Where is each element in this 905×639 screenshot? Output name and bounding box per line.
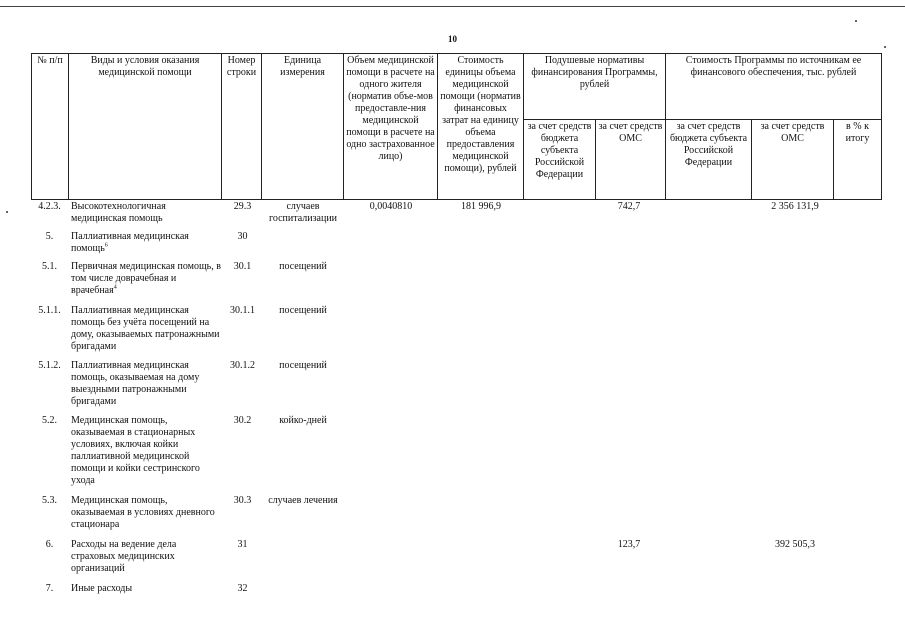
row-code: 30.3 xyxy=(233,495,252,506)
row-name: Медицинская помощь, оказываемая в условиях дневного стационара xyxy=(71,495,215,530)
row-code: 30.1.1 xyxy=(230,305,255,316)
row-num: 5.2. xyxy=(42,415,57,426)
row-cost-oms: 392 505,3 xyxy=(775,539,815,550)
row-name: Медицинская помощь, оказываемая в стационарных условиях, включая койки паллиативной медицинской помощи и койки сестринского ухода xyxy=(71,415,200,486)
header-code: Номер строки xyxy=(222,54,262,200)
row-unit: койко-дней xyxy=(279,415,327,426)
scan-speck xyxy=(6,211,8,213)
footnote-mark: 4 xyxy=(113,284,117,291)
header-norm-budget: за счет средств бюджета субъекта Российской Федерации xyxy=(524,120,596,200)
header-num: № п/п xyxy=(32,54,69,200)
row-name-wrap xyxy=(71,231,221,255)
row-volume: 0,0040810 xyxy=(369,201,413,212)
header-unit: Единица измерения xyxy=(262,54,344,200)
row-norm-oms: 123,7 xyxy=(617,539,641,550)
row-unit: посещений xyxy=(279,261,327,272)
page-number: 10 xyxy=(448,34,457,44)
row-unit: посещений xyxy=(279,360,327,371)
header-volume: Объем медицинской помощи в расчете на одного жителя (норматив объе-мов предоставле-ния медицинской помощи в расчете на одно застрахованное лицо) xyxy=(344,54,438,200)
header-cost: Стоимость единицы объема медицинской помощи (норматив финансовых затрат на единицу объема предоставления медицинской помощи), рублей xyxy=(438,54,524,200)
row-num: 6. xyxy=(45,539,54,550)
header-norm-group: Подушевые нормативы финансирования Программы, рублей xyxy=(524,54,666,120)
row-name: Первичная медицинская помощь, в том числе доврачебная и врачебная xyxy=(71,261,221,296)
row-num: 5.3. xyxy=(42,495,57,506)
header-cost-group: Стоимость Программы по источникам ее финансового обеспечения, тыс. рублей xyxy=(666,54,882,120)
header-name: Виды и условия оказания медицинской помощи xyxy=(69,54,222,200)
header-norm-oms: за счет средств ОМС xyxy=(596,120,666,200)
footnote-mark: 6 xyxy=(104,242,108,249)
table-header xyxy=(31,53,882,200)
header-cost-pct: в % к итогу xyxy=(834,120,882,200)
row-name: Высокотехнологичная медицинская помощь xyxy=(71,201,166,224)
row-name: Расходы на ведение дела страховых медицинских организаций xyxy=(71,539,177,574)
row-unit: посещений xyxy=(279,305,327,316)
row-code: 31 xyxy=(237,539,248,550)
row-cost: 181 996,9 xyxy=(461,201,501,212)
row-num: 5.1.1. xyxy=(38,305,61,316)
row-code: 30.1 xyxy=(233,261,252,272)
row-name: Паллиативная медицинская помощь, оказываемая на дому выездными патронажными бригадами xyxy=(71,360,200,407)
row-num: 7. xyxy=(45,583,54,594)
row-num: 5.1.2. xyxy=(38,360,61,371)
row-num: 5.1. xyxy=(42,261,57,272)
row-code: 32 xyxy=(237,583,248,594)
scan-speck xyxy=(884,46,886,48)
row-unit: случаев госпитализации xyxy=(268,201,338,224)
row-code: 30 xyxy=(237,231,248,242)
row-code: 30.1.2 xyxy=(230,360,255,371)
scan-speck xyxy=(855,20,857,22)
row-norm-oms: 742,7 xyxy=(617,201,641,212)
header-cost-budget: за счет средств бюджета субъекта Российской Федерации xyxy=(666,120,752,200)
header-cost-oms: за счет средств ОМС xyxy=(752,120,834,200)
row-name-wrap xyxy=(71,261,221,297)
row-num: 5. xyxy=(45,231,54,242)
row-code: 29.3 xyxy=(233,201,252,212)
row-code: 30.2 xyxy=(233,415,252,426)
row-name: Паллиативная медицинская помощь без учёта посещений на дому, оказываемых патронажными бригадами xyxy=(71,305,220,352)
top-border-line xyxy=(0,6,905,7)
row-num: 4.2.3. xyxy=(38,201,61,212)
row-cost-oms: 2 356 131,9 xyxy=(771,201,819,212)
row-unit: случаев лечения xyxy=(268,495,338,506)
row-name: Паллиативная медицинская помощь xyxy=(71,231,189,254)
row-name: Иные расходы xyxy=(71,583,133,594)
